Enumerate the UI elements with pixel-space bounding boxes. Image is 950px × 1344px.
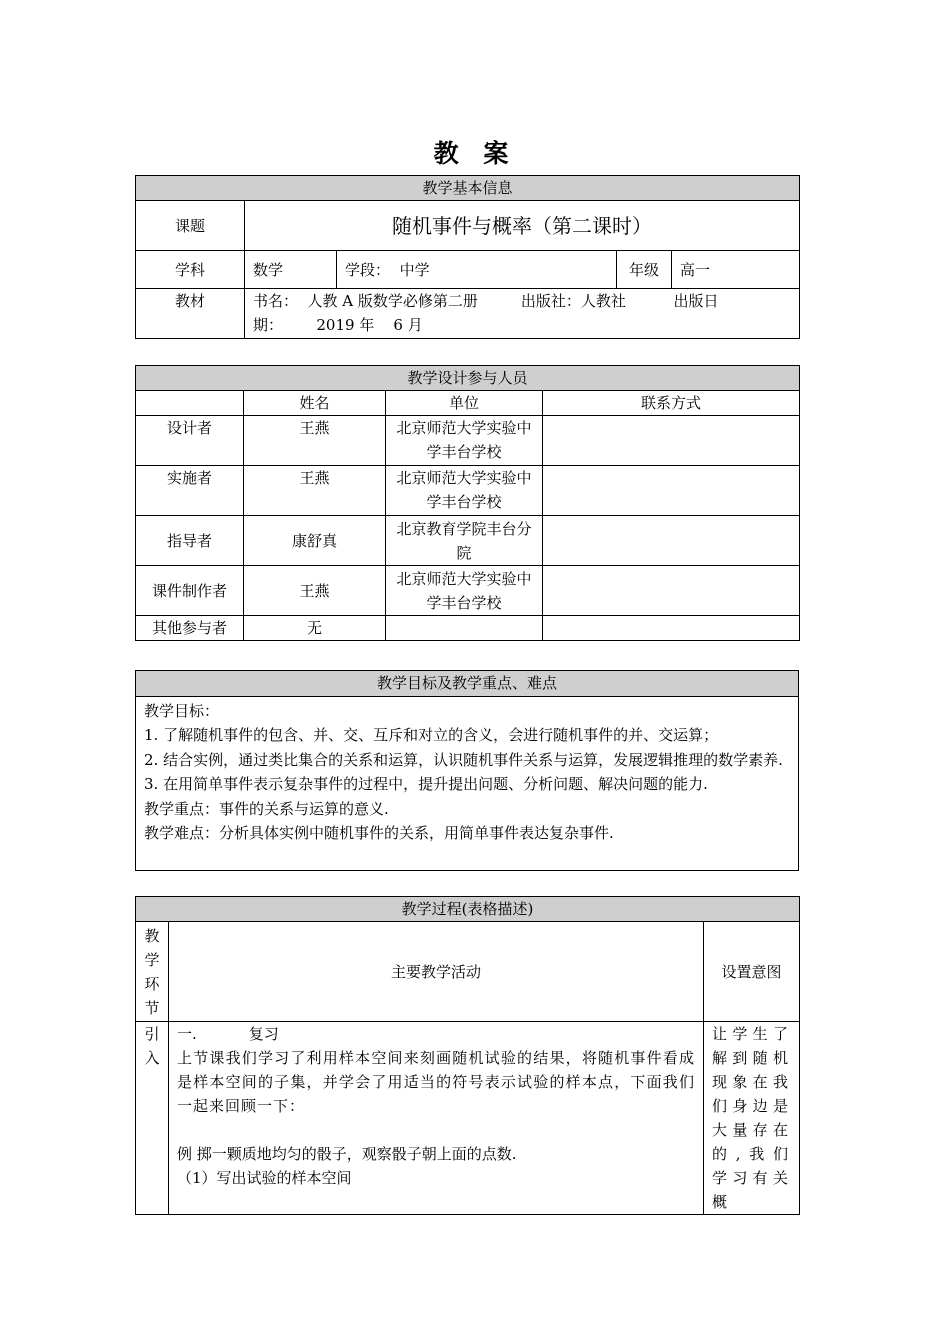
- participant-unit: [386, 616, 543, 641]
- participant-role: 实施者: [136, 466, 244, 516]
- participant-name: 王燕: [244, 566, 386, 616]
- participant-contact: [543, 466, 800, 516]
- topic-value: 随机事件与概率（第二课时）: [245, 201, 800, 251]
- col-header-name: 姓名: [244, 391, 386, 416]
- textbook-value: [245, 289, 800, 339]
- textbook-label: 教材: [136, 289, 245, 339]
- participant-contact: [543, 566, 800, 616]
- participants-table: [135, 365, 800, 641]
- participant-name: 无: [244, 616, 386, 641]
- activity-example: 例 掷一颗质地均匀的骰子，观察骰子朝上面的点数.: [177, 1145, 517, 1163]
- participant-name: 王燕: [244, 466, 386, 516]
- participant-role: 其他参与者: [136, 616, 244, 641]
- activity-heading-text: 复习: [248, 1025, 279, 1043]
- participant-unit: 北京师范大学实验中学丰台学校: [386, 566, 543, 616]
- textbook-line2: 期： 2019 年 6 月: [253, 316, 423, 334]
- activity-cell: [169, 1022, 704, 1215]
- objectives-line: 教学重点：事件的关系与运算的意义.: [144, 799, 389, 818]
- participant-unit: 北京师范大学实验中学丰台学校: [386, 416, 543, 466]
- participant-role: 指导者: [136, 516, 244, 566]
- topic-label: 课题: [136, 201, 245, 251]
- textbook-line1: 书名： 人教 A 版数学必修第二册 出版社：人教社 出版日: [253, 292, 719, 310]
- process-table: [135, 896, 800, 1215]
- participant-role: 课件制作者: [136, 566, 244, 616]
- subject-label: 学科: [136, 251, 245, 289]
- objectives-line: 3. 在用简单事件表示复杂事件的过程中，提升提出问题、分析问题、解决问题的能力.: [144, 775, 708, 793]
- col-stage-header: 教学环节: [136, 922, 169, 1022]
- participant-name: 王燕: [244, 416, 386, 466]
- participant-name: 康舒真: [244, 516, 386, 566]
- subject-value: 数学: [245, 251, 337, 289]
- objectives-line: 1. 了解随机事件的包含、并、交、互斥和对立的含义，会进行随机事件的并、交运算；: [144, 726, 719, 744]
- participant-contact: [543, 516, 800, 566]
- activity-heading: [177, 1022, 695, 1046]
- activity-question: （1）写出试验的样本空间: [177, 1169, 352, 1187]
- col-header-role: [136, 391, 244, 416]
- document-title: 教 案: [433, 139, 517, 168]
- participants-header: 教学设计参与人员: [136, 366, 800, 391]
- basic-info-header: 教学基本信息: [136, 176, 800, 201]
- participant-unit: 北京教育学院丰台分院: [386, 516, 543, 566]
- stage-label: 学段：: [345, 260, 391, 279]
- col-activity-header: 主要教学活动: [169, 922, 704, 1022]
- col-intent-header: 设置意图: [704, 922, 800, 1022]
- objectives-header: 教学目标及教学重点、难点: [136, 671, 799, 697]
- stage-intro: 引入: [136, 1022, 169, 1215]
- process-header: 教学过程(表格描述): [136, 897, 800, 922]
- participant-contact: [543, 416, 800, 466]
- stage-cell: [337, 251, 617, 289]
- grade-label: 年级: [617, 251, 672, 289]
- participant-role: 设计者: [136, 416, 244, 466]
- grade-value: 高一: [672, 251, 800, 289]
- intent-cell: 让学生了解到随机现象在我们身边是大量存在的,我们学习有关概: [704, 1022, 800, 1215]
- stage-value: 中学: [399, 260, 430, 279]
- activity-paragraph: 上节课我们学习了利用样本空间来刻画随机试验的结果，将随机事件看成是样本空间的子集，并学会了用适当的符号表示试验的样本点，下面我们一起来回顾一下：: [177, 1049, 695, 1115]
- participant-contact: [543, 616, 800, 641]
- basic-info-table: [135, 175, 800, 339]
- participant-unit: 北京师范大学实验中学丰台学校: [386, 466, 543, 516]
- objectives-body: [136, 696, 799, 870]
- objectives-line: 教学目标：: [144, 701, 220, 720]
- col-header-contact: 联系方式: [543, 391, 800, 416]
- objectives-line: 2. 结合实例，通过类比集合的关系和运算，认识随机事件关系与运算，发展逻辑推理的数学素养.: [144, 750, 783, 769]
- objectives-line: 教学难点：分析具体实例中随机事件的关系，用简单事件表达复杂事件.: [144, 824, 614, 842]
- activity-heading-num: 一.: [177, 1025, 197, 1043]
- objectives-table: [135, 670, 799, 871]
- col-header-unit: 单位: [386, 391, 543, 416]
